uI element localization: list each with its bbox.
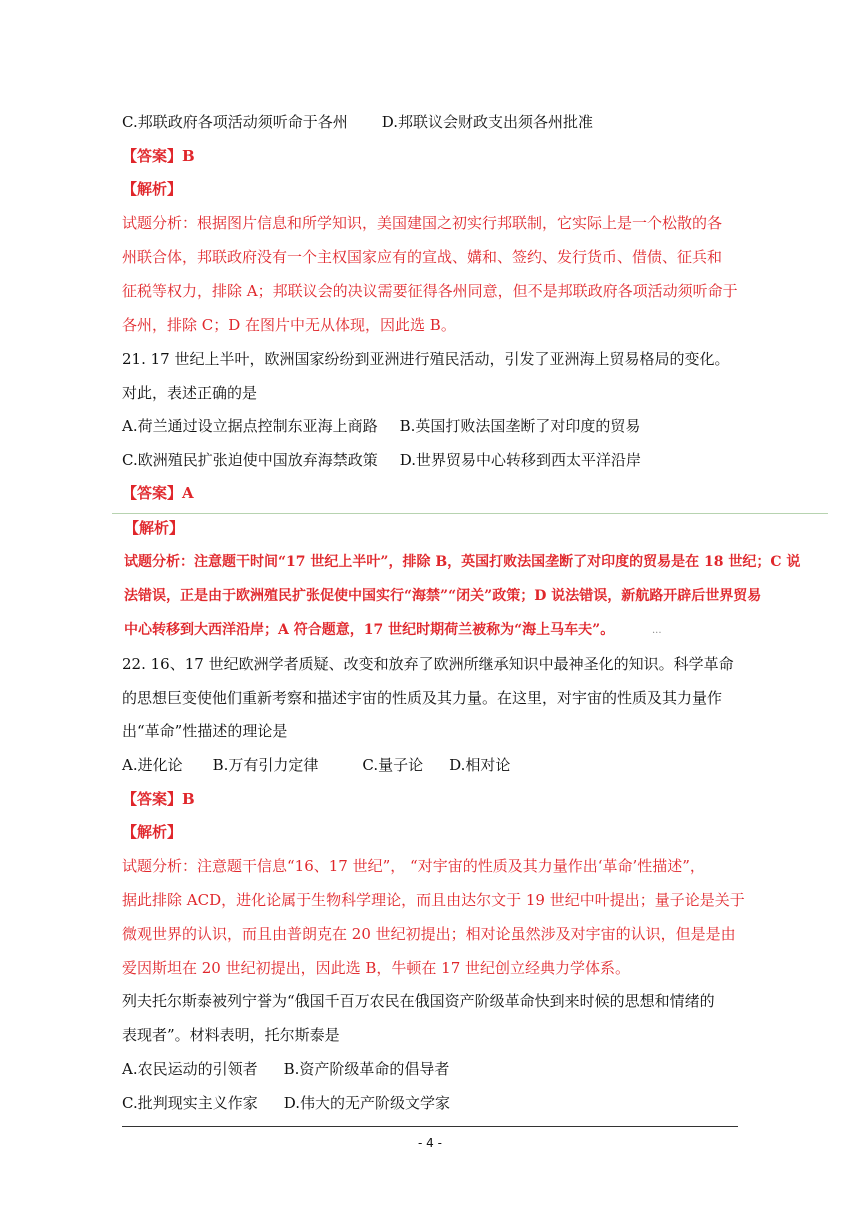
q22-option-b: B.万有引力定律 xyxy=(212,756,319,774)
q22-analysis-line: 据此排除 ACD，进化论属于生物科学理论，而且由达尔文于 19 世纪中叶提出；量子论是关于 xyxy=(122,891,745,909)
q20-answer xyxy=(122,146,195,166)
q23-options-row xyxy=(122,1093,450,1113)
q21-option-d: D.世界贸易中心转移到西太平洋沿岸 xyxy=(399,451,641,469)
q22-option-c: C.量子论 xyxy=(362,756,424,774)
answer-value: B xyxy=(182,147,195,165)
q22-stem-line: 的思想巨变使他们重新考察和描述宇宙的性质及其力量。在这里，对宇宙的性质及其力量作 xyxy=(122,689,723,707)
q21-analysis-line: 中心转移到大西洋沿岸；A 符合题意，17 世纪时期荷兰被称为“海上马车夫”。 xyxy=(124,622,615,638)
answer-label: 【答案】 xyxy=(122,147,183,165)
q23-options-row xyxy=(122,1059,449,1079)
page-number: - 4 - xyxy=(418,1136,442,1150)
q21-answer xyxy=(122,483,194,503)
q23-option-d: D.伟大的无产阶级文学家 xyxy=(283,1094,450,1112)
q22-stem-line: 出“革命”性描述的理论是 xyxy=(122,722,288,740)
q20-option-d: D.邦联议会财政支出须各州批准 xyxy=(381,113,593,131)
q22-analysis-label: 【解析】 xyxy=(122,823,183,841)
q22-option-a: A.进化论 xyxy=(122,756,183,774)
answer-label: 【答案】 xyxy=(122,484,183,502)
q21-option-a: A.荷兰通过设立据点控制东亚海上商路 xyxy=(122,417,378,435)
q20-option-c: C.邦联政府各项活动须听命于各州 xyxy=(122,113,348,131)
q23-option-b: B.资产阶级革命的倡导者 xyxy=(283,1060,450,1078)
q22-options-row xyxy=(122,755,510,775)
q20-analysis-line: 征税等权力，排除 A；邦联议会的决议需要征得各州同意，但不是邦联政府各项活动须听命于 xyxy=(122,282,738,300)
q21-option-c: C.欧洲殖民扩张迫使中国放弃海禁政策 xyxy=(122,451,378,469)
q23-option-c: C.批判现实主义作家 xyxy=(122,1094,258,1112)
q21-option-b: B.英国打败法国垄断了对印度的贸易 xyxy=(399,417,641,435)
answer-value: A xyxy=(182,484,194,502)
q23-stem-line: 表现者”。材料表明，托尔斯泰是 xyxy=(122,1026,340,1044)
q22-analysis-line: 爱因斯坦在 20 世纪初提出，因此选 B，牛顿在 17 世纪创立经典力学体系。 xyxy=(122,959,631,977)
q22-analysis-line: 试题分析：注意题干信息“16、17 世纪”， “对宇宙的性质及其力量作出‘革命’性描述”， xyxy=(122,857,705,875)
footer-rule xyxy=(122,1126,738,1127)
q23-stem-line: 列夫托尔斯泰被列宁誉为“俄国千百万农民在俄国资产阶级革命快到来时候的思想和情绪的 xyxy=(122,992,715,1010)
q22-stem-line: 22. 16、17 世纪欧洲学者质疑、改变和放弃了欧洲所继承知识中最神圣化的知识。科学革命 xyxy=(122,655,734,673)
scan-border xyxy=(112,513,828,514)
q20-analysis-line: 州联合体，邦联政府没有一个主权国家应有的宣战、媾和、签约、发行货币、借债、征兵和 xyxy=(122,248,723,266)
q20-options-row xyxy=(122,112,593,132)
q21-options-row xyxy=(122,416,640,436)
q22-answer xyxy=(122,789,195,809)
answer-label: 【答案】 xyxy=(122,790,183,808)
q20-analysis-line: 试题分析：根据图片信息和所学知识，美国建国之初实行邦联制，它实际上是一个松散的各 xyxy=(122,214,723,232)
q21-options-row xyxy=(122,450,641,470)
scan-dots: ... xyxy=(652,625,662,636)
q22-analysis-line: 微观世界的认识，而且由普朗克在 20 世纪初提出；相对论虽然涉及对宇宙的认识，但是是由 xyxy=(122,925,736,943)
q20-analysis-line: 各州，排除 C；D 在图片中无从体现，因此选 B。 xyxy=(122,316,456,334)
q21-analysis-line: 试题分析：注意题干时间“17 世纪上半叶”，排除 B，英国打败法国垄断了对印度的贸易是在 18 世纪；C 说 xyxy=(124,554,801,570)
q21-stem-line: 对此，表述正确的是 xyxy=(122,384,258,402)
q21-stem-line: 21. 17 世纪上半叶，欧洲国家纷纷到亚洲进行殖民活动，引发了亚洲海上贸易格局的变化。 xyxy=(122,350,730,368)
q22-option-d: D.相对论 xyxy=(449,756,511,774)
q23-option-a: A.农民运动的引领者 xyxy=(122,1060,258,1078)
q21-analysis-line: 法错误，正是由于欧洲殖民扩张促使中国实行“海禁”“闭关”政策；D 说法错误，新航路开辟后世界贸易 xyxy=(124,588,762,604)
q20-analysis-label: 【解析】 xyxy=(122,180,183,198)
q21-analysis-label: 【解析】 xyxy=(124,519,185,537)
answer-value: B xyxy=(182,790,195,808)
